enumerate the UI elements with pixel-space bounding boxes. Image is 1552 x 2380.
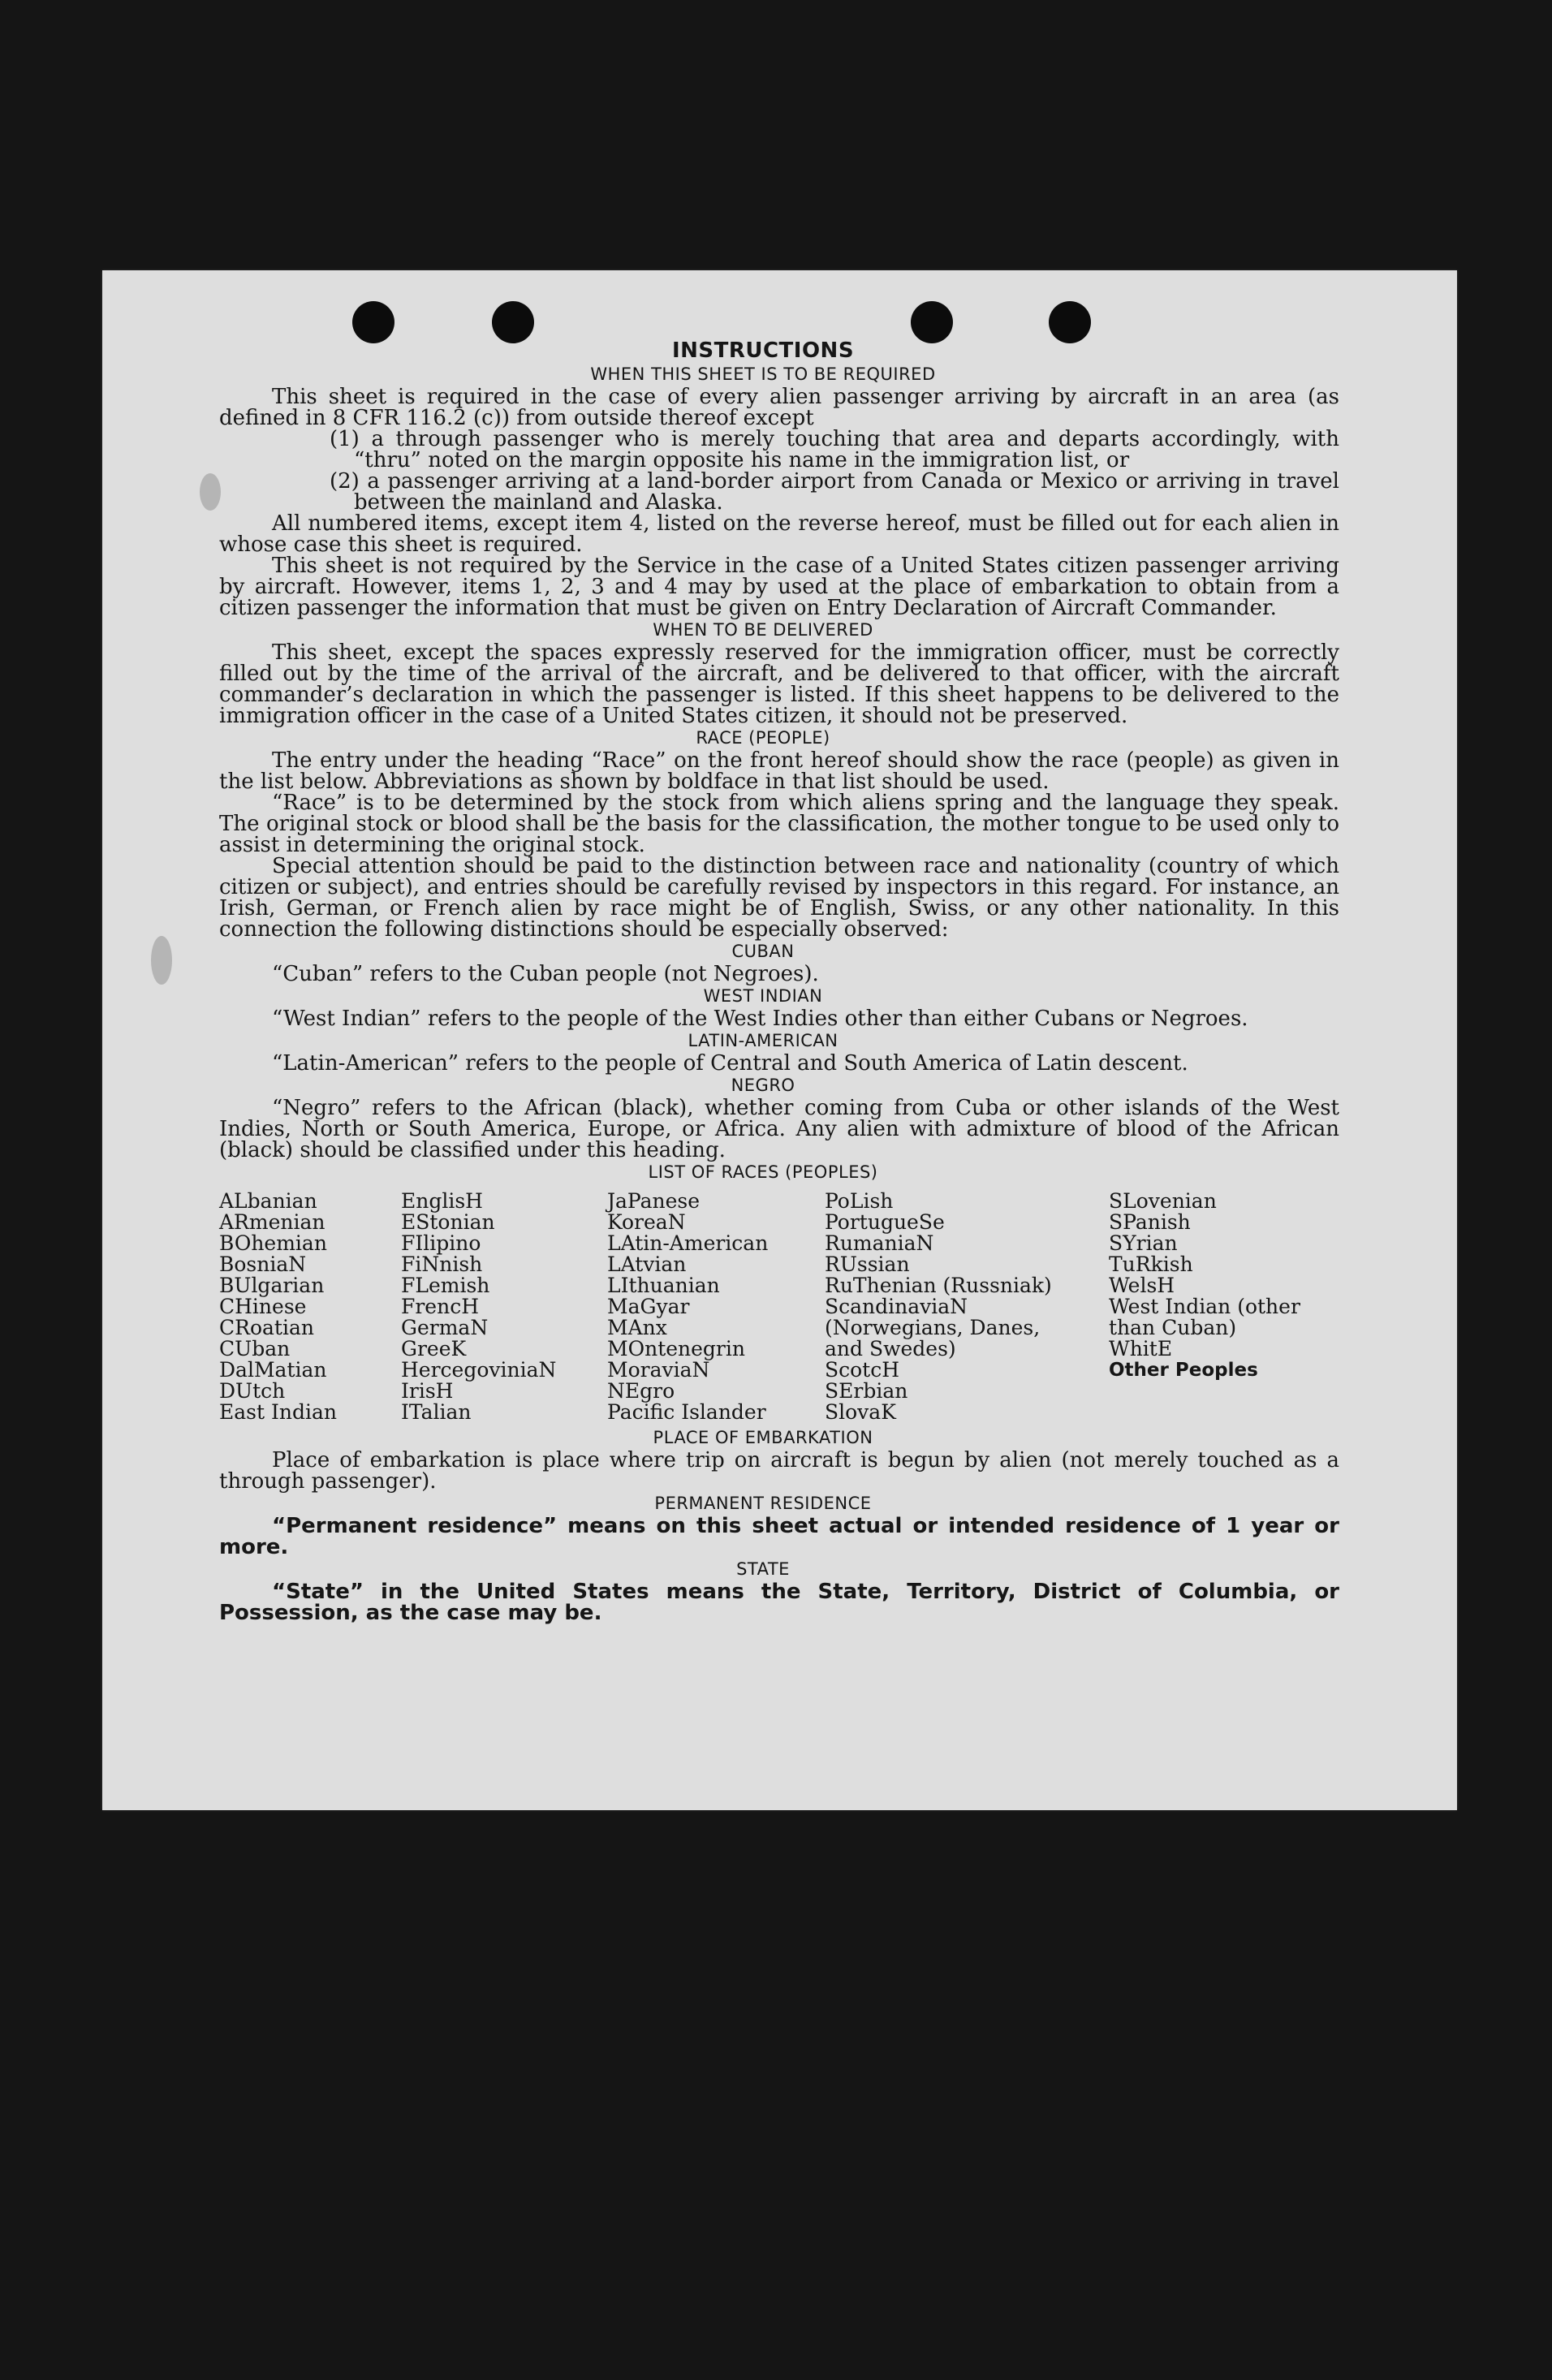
race-entry: LIthuanian	[607, 1274, 720, 1297]
race-entry: West Indian (other than Cuban)	[1109, 1295, 1300, 1339]
paragraph: “Permanent residence” means on this sheet actual or intended residence of 1 year or more.	[219, 1514, 1339, 1559]
race-column-5	[1109, 1191, 1339, 1423]
section-heading: PLACE OF EMBARKATION	[653, 1428, 873, 1447]
paragraph: “Race” is to be determined by the stock from which aliens spring and the language they speak. The original stock or blood shall be the basis for the classification, the mother tongue to be used only to assist in determining the original stock.	[219, 791, 1339, 857]
race-entry: ARmenian	[219, 1210, 325, 1234]
section-heading: WEST INDIAN	[703, 986, 823, 1006]
race-entry: BOhemian	[219, 1231, 327, 1255]
list-item: (1) a through passenger who is merely touching that area and departs accordingly, with “thru” noted on the margin opposite his name in the immigration list, or	[330, 427, 1339, 472]
punch-hole-3	[911, 301, 953, 343]
race-entry: JaPanese	[607, 1189, 701, 1213]
race-entry: East Indian	[219, 1400, 337, 1424]
instructions-body	[219, 338, 1339, 1623]
race-entry: CRoatian	[219, 1316, 314, 1339]
race-entry: FIlipino	[401, 1231, 481, 1255]
race-entry: LAtin-American	[607, 1231, 769, 1255]
race-entry: FrencH	[401, 1295, 479, 1318]
scan-smudge	[151, 936, 172, 985]
race-entry: FLemish	[401, 1274, 490, 1297]
race-column-2	[401, 1191, 607, 1423]
race-entry: MoraviaN	[607, 1358, 710, 1382]
race-entry: PoLish	[825, 1189, 894, 1213]
race-entry: BUlgarian	[219, 1274, 325, 1297]
section-heading: CUBAN	[731, 942, 795, 961]
race-entry: TuRkish	[1109, 1253, 1193, 1276]
paragraph: This sheet is not required by the Service in the case of a United States citizen passenger arriving by aircraft. However, items 1, 2, 3 and 4 may by used at the place of embarkation to obtain from a citizen passenger the information that must be given on Entry Declaration of Aircraft Commander.	[219, 554, 1339, 620]
paragraph: “State” in the United States means the State, Territory, District of Columbia, or Possession, as the case may be.	[219, 1580, 1339, 1625]
race-entry: WelsH	[1109, 1274, 1175, 1297]
race-entry: MaGyar	[607, 1295, 690, 1318]
race-entry: MAnx	[607, 1316, 667, 1339]
race-entry: Other Peoples	[1109, 1360, 1258, 1381]
race-list	[219, 1191, 1339, 1423]
race-entry: WhitE	[1109, 1337, 1173, 1360]
race-entry: CHinese	[219, 1295, 307, 1318]
punch-hole-1	[352, 301, 394, 343]
section-heading: NEGRO	[731, 1076, 795, 1095]
section-heading: LATIN-AMERICAN	[688, 1031, 839, 1050]
paragraph: “Negro” refers to the African (black), whether coming from Cuba or other islands of the West Indies, North or South America, Europe, or Africa. Any alien with admixture of blood of the African (black) should be classified under this heading.	[219, 1096, 1339, 1162]
section-heading: LIST OF RACES (PEOPLES)	[648, 1162, 878, 1182]
race-entry: GreeK	[401, 1337, 467, 1360]
paragraph: “West Indian” refers to the people of the West Indies other than either Cubans or Negroes.	[272, 1007, 1248, 1031]
paragraph: This sheet, except the spaces expressly reserved for the immigration officer, must be correctly filled out by the time of the arrival of the aircraft, and be delivered to that officer, with the aircraft commander’s declaration in which the passenger is listed. If this sheet happens to be delivered to the immigration officer in the case of a United States citizen, it should not be preserved.	[219, 640, 1339, 728]
paragraph: This sheet is required in the case of every alien passenger arriving by aircraft in an area (as defined in 8 CFR 116.2 (c)) from outside thereof except	[219, 385, 1339, 430]
punch-hole-2	[492, 301, 534, 343]
punch-hole-4	[1049, 301, 1091, 343]
race-entry: MOntenegrin	[607, 1337, 745, 1360]
list-item: (2) a passenger arriving at a land-border airport from Canada or Mexico or arriving in travel between the mainland and Alaska.	[330, 469, 1339, 515]
section-heading: WHEN TO BE DELIVERED	[653, 620, 873, 640]
section-heading: PERMANENT RESIDENCE	[654, 1494, 872, 1513]
paragraph: Place of embarkation is place where trip on aircraft is begun by alien (not merely touched as a through passenger).	[219, 1448, 1339, 1494]
page-title: INSTRUCTIONS	[671, 338, 855, 363]
race-entry: PortugueSe	[825, 1210, 945, 1234]
race-entry: ScotcH	[825, 1358, 900, 1382]
race-column-1	[219, 1191, 401, 1423]
race-entry: ALbanian	[219, 1189, 317, 1213]
section-heading: RACE (PEOPLE)	[696, 728, 830, 748]
race-entry: FiNnish	[401, 1253, 483, 1276]
race-entry: SYrian	[1109, 1231, 1178, 1255]
section-heading: STATE	[736, 1559, 790, 1579]
paragraph: Special attention should be paid to the distinction between race and nationality (country of which citizen or subject), and entries should be carefully revised by inspectors in this regard. For instance, an Irish, German, or French alien by race might be of English, Swiss, or any other nationality. In this connection the following distinctions should be especially observed:	[219, 854, 1339, 942]
race-entry: RUssian	[825, 1253, 910, 1276]
race-entry: Pacific Islander	[607, 1400, 766, 1424]
race-entry: NEgro	[607, 1379, 675, 1403]
race-column-3	[607, 1191, 825, 1423]
race-entry: DalMatian	[219, 1358, 327, 1382]
race-entry: ScandinaviaN (Norwegians, Danes, and Swedes)	[825, 1295, 1041, 1360]
race-column-4	[825, 1191, 1109, 1423]
instruction-sheet	[102, 270, 1457, 1810]
race-entry: ITalian	[401, 1400, 472, 1424]
race-entry: SErbian	[825, 1379, 908, 1403]
race-entry: IrisH	[401, 1379, 454, 1403]
race-entry: SLovenian	[1109, 1189, 1217, 1213]
paragraph: The entry under the heading “Race” on the front hereof should show the race (people) as given in the list below. Abbreviations as shown by boldface in that list should be used.	[219, 748, 1339, 794]
paragraph: All numbered items, except item 4, listed on the reverse hereof, must be filled out for each alien in whose case this sheet is required.	[219, 511, 1339, 557]
race-entry: EStonian	[401, 1210, 495, 1234]
scan-smudge	[200, 473, 221, 511]
section-heading: WHEN THIS SHEET IS TO BE REQUIRED	[590, 364, 936, 384]
race-entry: SlovaK	[825, 1400, 896, 1424]
paragraph: “Cuban” refers to the Cuban people (not Negroes).	[272, 962, 819, 986]
race-entry: LAtvian	[607, 1253, 687, 1276]
race-entry: CUban	[219, 1337, 291, 1360]
race-entry: EnglisH	[401, 1189, 483, 1213]
paragraph: “Latin-American” refers to the people of Central and South America of Latin descent.	[272, 1051, 1188, 1076]
race-entry: SPanish	[1109, 1210, 1191, 1234]
race-entry: RuThenian (Russniak)	[825, 1274, 1052, 1297]
race-entry: RumaniaN	[825, 1231, 934, 1255]
race-entry: BosniaN	[219, 1253, 307, 1276]
race-entry: HercegoviniaN	[401, 1358, 557, 1382]
race-entry: GermaN	[401, 1316, 489, 1339]
race-entry: KoreaN	[607, 1210, 686, 1234]
race-entry: DUtch	[219, 1379, 286, 1403]
